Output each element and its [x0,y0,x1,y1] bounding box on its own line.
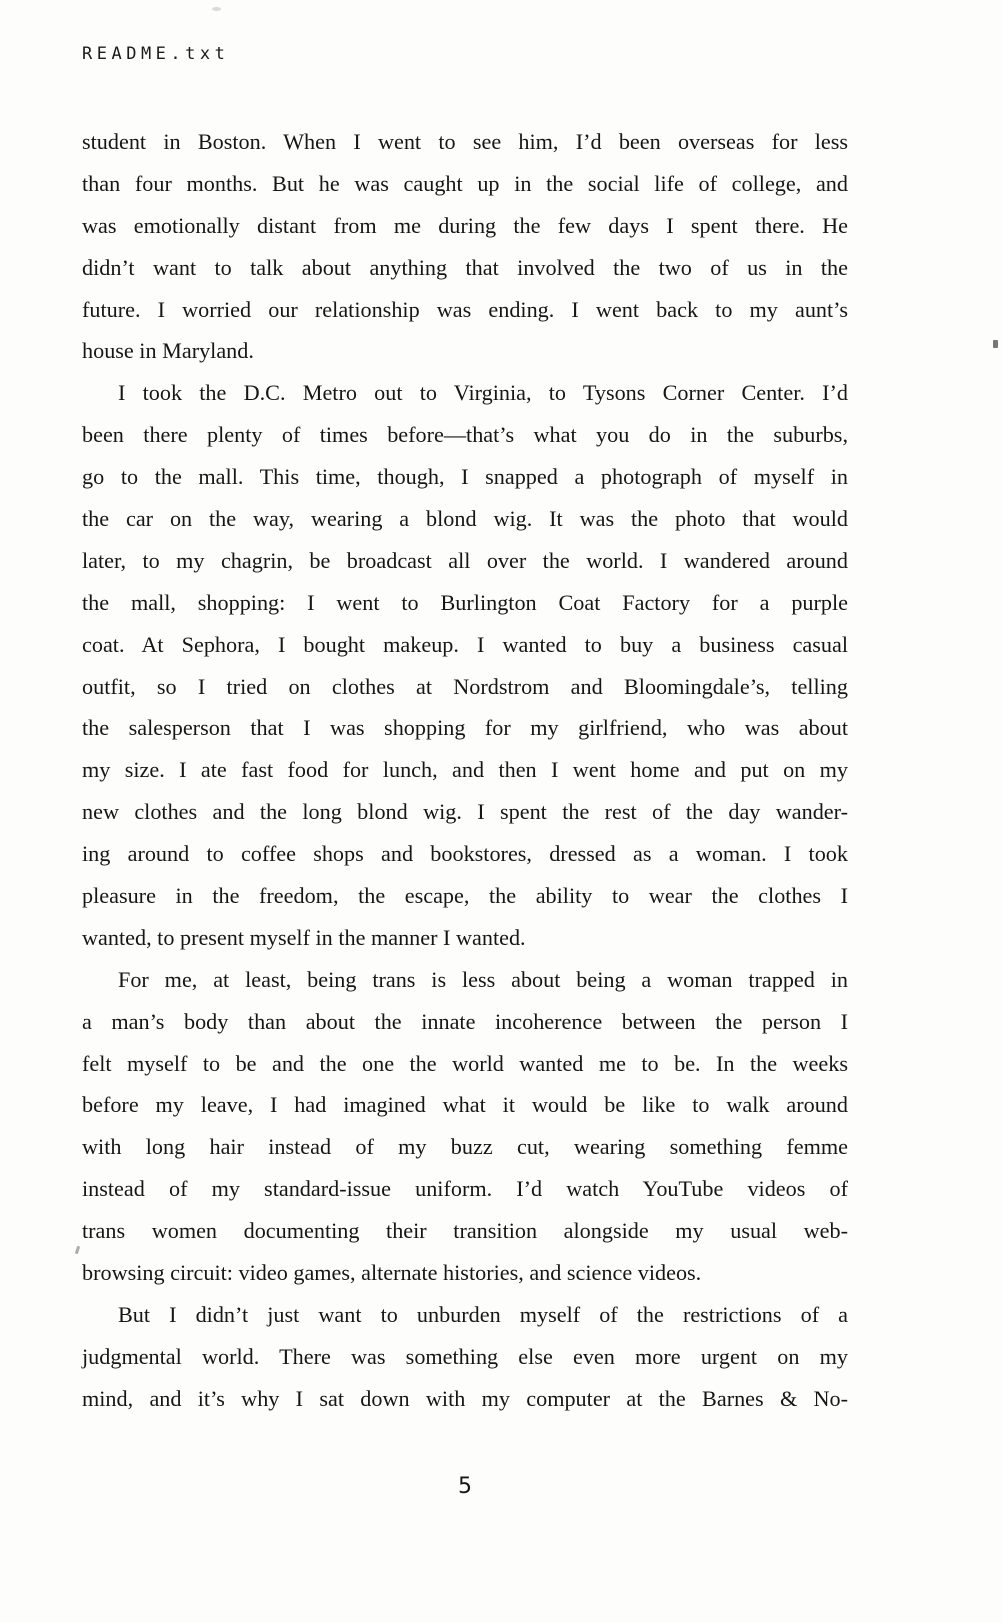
text-line: later, to my chagrin, be broadcast all over the world. I wandered around [82,547,848,573]
scan-artifact [75,1246,80,1255]
text-line: outfit, so I tried on clothes at Nordstrom and Bloomingdale’s, telling [82,673,848,699]
text-line: than four months. But he was caught up in the social life of college, and [82,170,848,196]
scan-artifact [993,340,998,348]
text-line: new clothes and the long blond wig. I spent the rest of the day wander- [82,799,848,825]
text-line: the car on the way, wearing a blond wig. It was the photo that would [82,506,848,532]
text-line: judgmental world. There was something else even more urgent on my [82,1343,848,1369]
text-line: For me, at least, being trans is less about being a woman trapped in [118,966,848,992]
text-line: pleasure in the freedom, the escape, the ability to wear the clothes I [82,883,848,909]
running-header: README.txt [82,44,230,64]
body-text-block [82,121,848,1420]
page-number: 5 [458,1474,472,1499]
text-line: I took the D.C. Metro out to Virginia, to Tysons Corner Center. I’d [118,380,848,406]
text-line: future. I worried our relationship was ending. I went back to my aunt’s [82,296,848,322]
scan-artifact [212,7,221,11]
text-line: didn’t want to talk about anything that involved the two of us in the [82,254,848,280]
text-line: wanted, to present myself in the manner I wanted. [82,924,526,950]
text-line: the salesperson that I was shopping for my girlfriend, who was about [82,715,848,741]
text-line: coat. At Sephora, I bought makeup. I wanted to buy a business casual [82,631,848,657]
text-line: my size. I ate fast food for lunch, and then I went home and put on my [82,757,848,783]
text-line: house in Maryland. [82,338,254,364]
text-line: the mall, shopping: I went to Burlington Coat Factory for a purple [82,589,848,615]
text-line: student in Boston. When I went to see him, I’d been overseas for less [82,129,848,154]
text-line: go to the mall. This time, though, I snapped a photograph of myself in [82,464,848,490]
text-line: instead of my standard-issue uniform. I’d watch YouTube videos of [82,1176,848,1202]
text-line: been there plenty of times before—that’s what you do in the suburbs, [82,422,848,448]
text-line: was emotionally distant from me during the few days I spent there. He [82,212,848,238]
text-line: But I didn’t just want to unburden myself of the restrictions of a [118,1301,848,1327]
text-line: trans women documenting their transition alongside my usual web- [82,1218,848,1244]
text-line: before my leave, I had imagined what it would be like to walk around [82,1092,848,1118]
text-line: ing around to coffee shops and bookstores, dressed as a woman. I took [82,841,848,867]
text-line: with long hair instead of my buzz cut, wearing something femme [82,1134,848,1160]
text-line: mind, and it’s why I sat down with my computer at the Barnes & No- [82,1385,848,1411]
text-line: a man’s body than about the innate incoherence between the person I [82,1008,848,1034]
text-line: felt myself to be and the one the world wanted me to be. In the weeks [82,1050,848,1076]
text-line: browsing circuit: video games, alternate histories, and science videos. [82,1260,702,1286]
